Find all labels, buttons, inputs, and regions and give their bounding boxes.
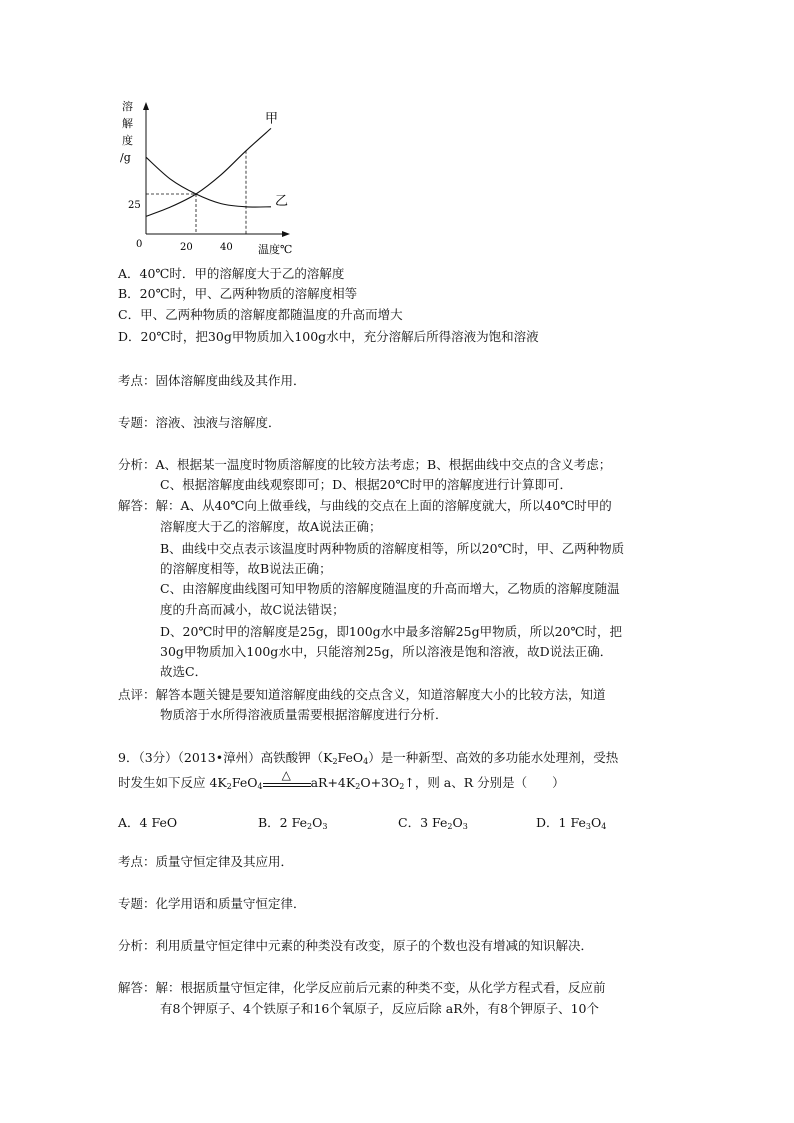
x-axis-label: 温度℃: [258, 243, 293, 256]
q9-option-b: B．2 $Fe_2O_3$: [258, 815, 328, 831]
series-line-yi: [146, 157, 271, 207]
answer-line: 的溶解度相等，故B说法正确；: [160, 561, 332, 576]
y-axis-label-char: 解: [122, 117, 133, 130]
x-tick-label-40: 40: [220, 242, 233, 253]
comment-line: 点评：解答本题关键是要知道溶解度曲线的交点含义，知道溶解度大小的比较方法，知道: [118, 687, 606, 702]
y-axis-arrow: [143, 102, 149, 110]
y-axis-label-char: 溶: [122, 100, 133, 113]
answer-line: B、曲线中交点表示该温度时两种物质的溶解度相等，所以20℃时，甲、乙两种物质: [160, 541, 625, 556]
origin-label: 0: [136, 239, 143, 250]
q9-answer-line: 有8个钾原子、4个铁原子和16个氧原子，反应后除 aR外，有8个钾原子、10个: [160, 1001, 600, 1016]
answer-line: 30g甲物质加入100g水中，只能溶剂25g，所以溶液是饱和溶液，故D说法正确．: [160, 644, 613, 659]
analysis-line: 分析：A、根据某一温度时物质溶解度的比较方法考虑；B、根据曲线中交点的含义考虑；: [118, 457, 612, 472]
kaodian: 考点：固体溶解度曲线及其作用．: [118, 373, 306, 388]
option-a: A．40℃时．甲的溶解度大于乙的溶解度: [118, 266, 345, 281]
x-tick-label-20: 20: [180, 242, 193, 253]
solubility-chart: [116, 96, 306, 260]
y-axis-label-char: /g: [120, 151, 131, 164]
option-d: D．20℃时，把30g甲物质加入100g水中，充分溶解后所得溶液为饱和溶液: [118, 329, 539, 344]
q9-analysis: 分析：利用质量守恒定律中元素的种类没有改变，原子的个数也没有增减的知识解决．: [118, 938, 594, 953]
series-line-jia: [146, 128, 271, 216]
answer-line: 溶解度大于乙的溶解度，故A说法正确；: [160, 519, 382, 534]
q9-zhuanti: 专题：化学用语和质量守恒定律．: [118, 896, 306, 911]
x-axis-arrow: [282, 231, 290, 237]
analysis-line: C、根据溶解度曲线观察即可；D、根据20℃时甲的溶解度进行计算即可．: [160, 477, 572, 492]
y-tick-label-25: 25: [128, 200, 141, 211]
q9-option-d: D．1 $Fe_3O_4$: [536, 815, 607, 831]
question-9-stem: 9．（3分）（2013•漳州）高铁酸钾$(K_2FeO_4)$是一种新型、高效的多功能水处理剂，受热: [118, 750, 619, 766]
reaction-arrow: △: [263, 775, 311, 789]
series-label-jia: 甲: [265, 111, 279, 127]
answer-line: D、20℃时甲的溶解度是25g，即100g水中最多溶解25g甲物质，所以20℃时，把: [160, 624, 622, 639]
answer-line: C、由溶解度曲线图可知甲物质的溶解度随温度的升高而增大，乙物质的溶解度随温: [160, 581, 620, 596]
series-label-yi: 乙: [275, 193, 289, 209]
y-axis-label-char: 度: [122, 134, 133, 147]
option-b: B．20℃时，甲、乙两种物质的溶解度相等: [118, 286, 358, 301]
q9-option-c: C．3 $Fe_2O_3$: [398, 815, 468, 831]
zhuanti: 专题：溶液、浊液与溶解度．: [118, 415, 281, 430]
q9-option-a: A．4 FeO: [118, 815, 178, 830]
question-9-equation: 时发生如下反应 $4K_2FeO_4$ △ $aR+4K_2O+3O_2↑$，则 a、R 分别是（ ）: [118, 768, 565, 791]
answer-line: 故选C．: [160, 664, 208, 679]
comment-line: 物质溶于水所得溶液质量需要根据溶解度进行分析．: [160, 707, 448, 722]
q9-kaodian: 考点：质量守恒定律及其应用．: [118, 854, 294, 869]
q9-answer-line: 解答：解：根据质量守恒定律，化学反应前后元素的种类不变，从化学方程式看，反应前: [118, 980, 606, 995]
answer-line: 解答：解：A、从40℃向上做垂线，与曲线的交点在上面的溶解度就大，所以40℃时甲的: [118, 498, 612, 513]
option-c: C．甲、乙两种物质的溶解度都随温度的升高而增大: [118, 307, 403, 322]
answer-line: 度的升高而减小，故C说法错误；: [160, 602, 345, 617]
